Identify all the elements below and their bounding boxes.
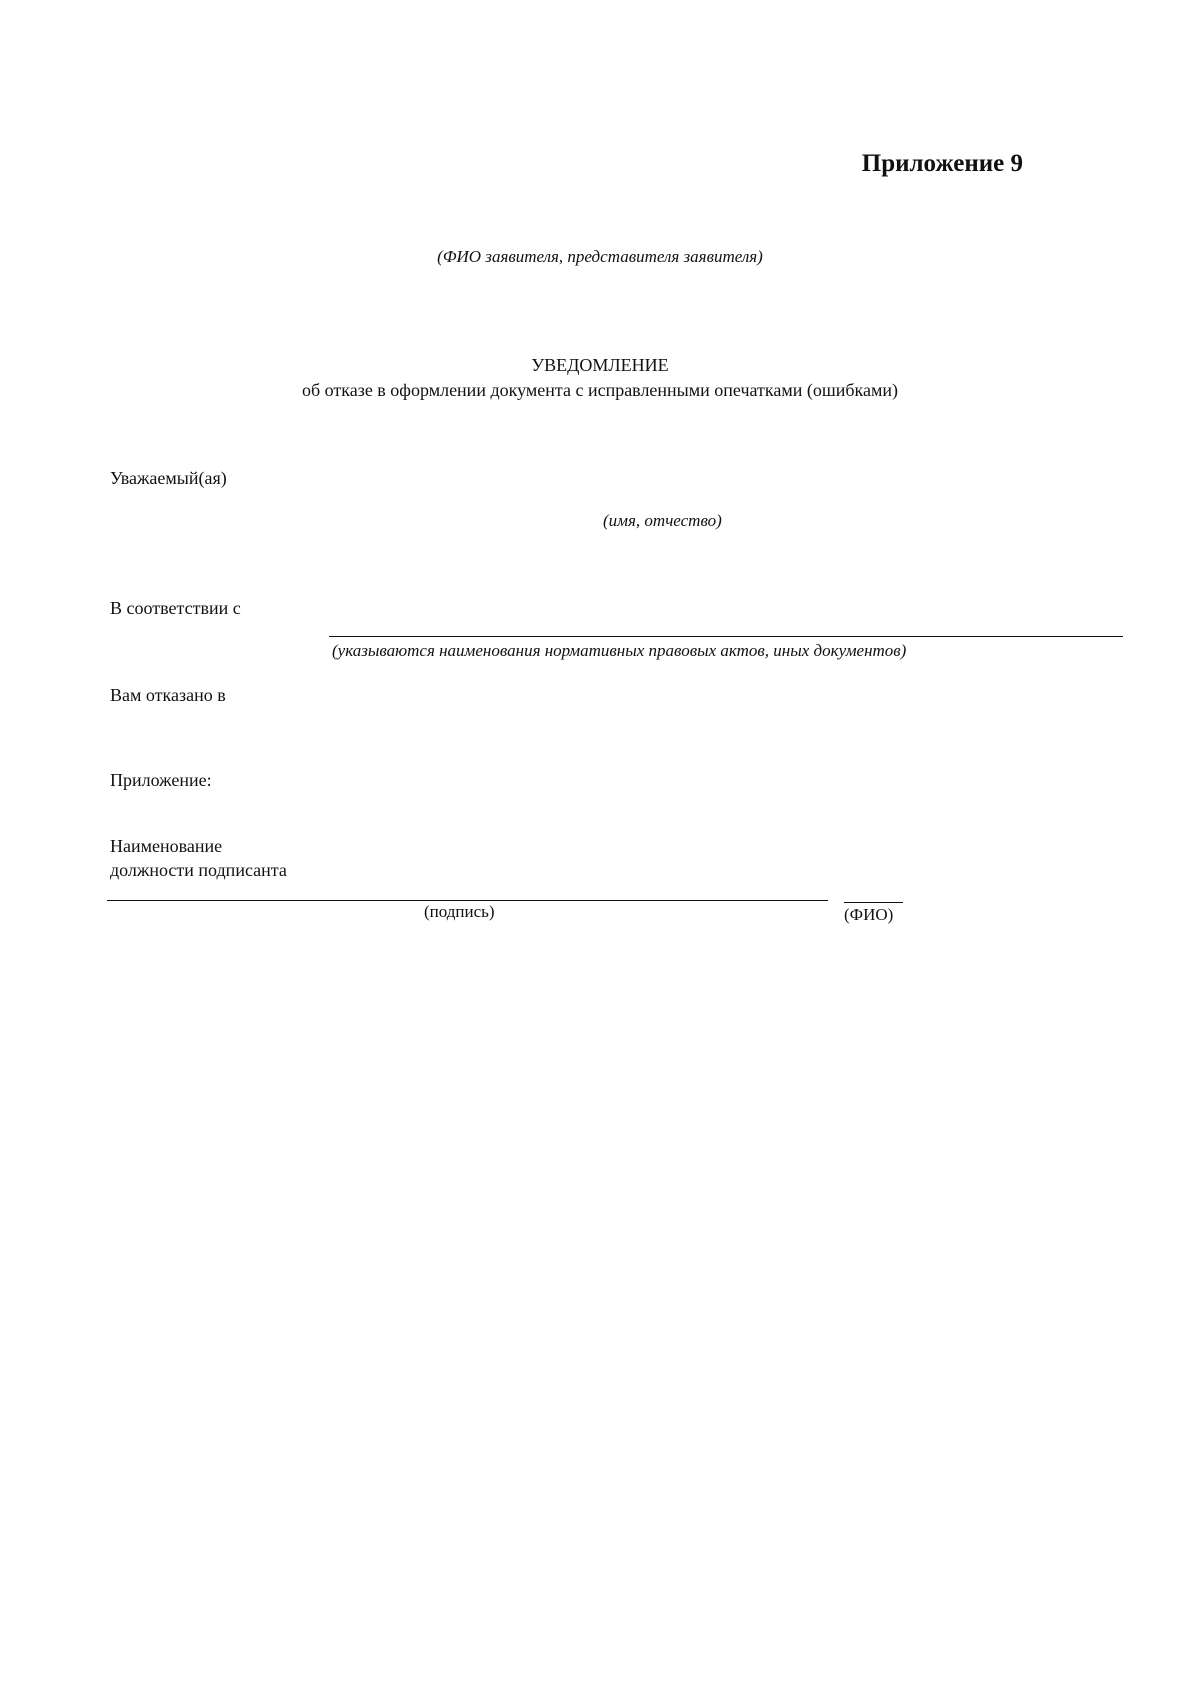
signer-position-line2: должности подписанта (110, 860, 287, 880)
signature-caption: (подпись) (424, 902, 495, 921)
name-caption: (имя, отчество) (603, 511, 722, 530)
greeting-label: Уважаемый(ая) (110, 468, 227, 488)
appendix-title: Приложение 9 (861, 150, 1023, 177)
applicant-caption: (ФИО заявителя, представителя заявителя) (437, 247, 763, 266)
basis-caption: (указываются наименования нормативных правовых актов, иных документов) (332, 641, 907, 660)
notice-subheading: об отказе в оформлении документа с исправленными опечатками (ошибками) (301, 380, 899, 400)
signer-position-line1: Наименование (110, 836, 223, 856)
signature-line (107, 900, 828, 901)
attachment-label: Приложение: (110, 770, 212, 790)
notice-heading: УВЕДОМЛЕНИЕ (531, 355, 669, 375)
basis-label: В соответствии с (110, 598, 241, 618)
basis-line (329, 636, 1123, 637)
fio-caption: (ФИО) (844, 905, 894, 924)
fio-line (844, 902, 903, 903)
refusal-label: Вам отказано в (110, 685, 226, 705)
